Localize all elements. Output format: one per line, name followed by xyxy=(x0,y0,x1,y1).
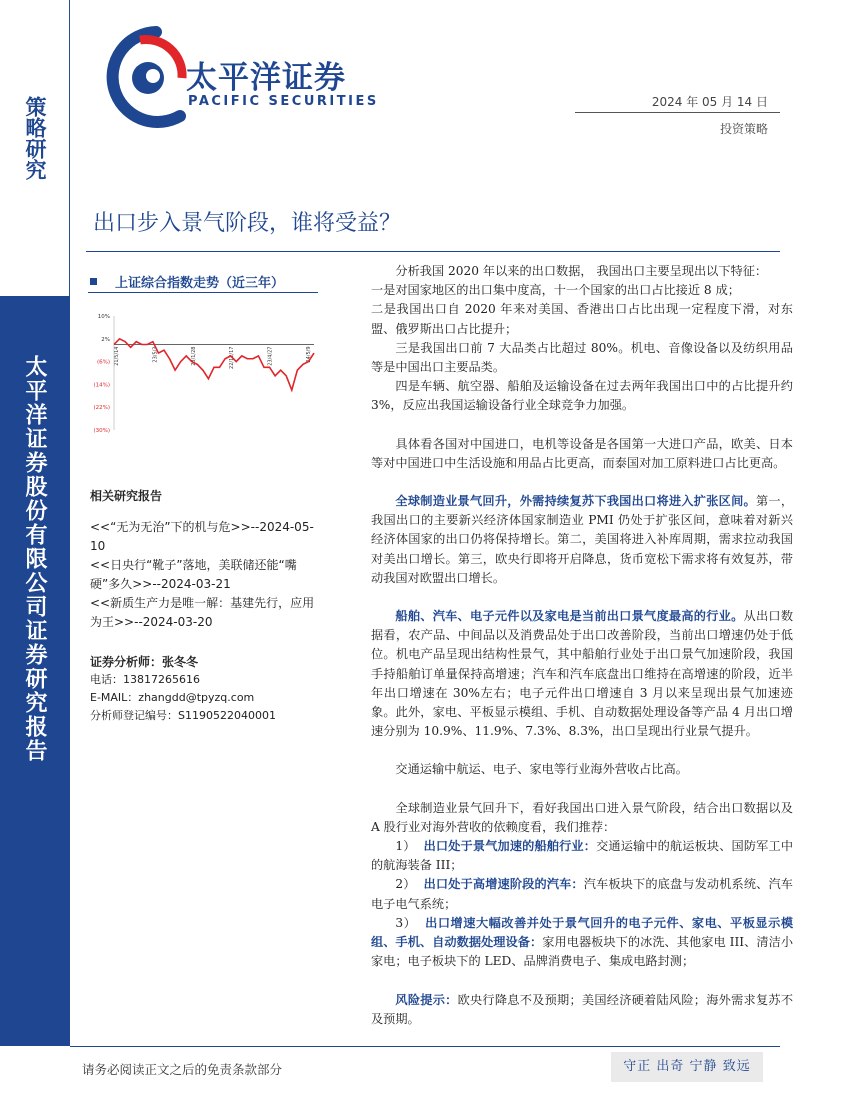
x-tick-label: 23/4/27 xyxy=(267,346,274,366)
left-sidebar xyxy=(0,0,70,1100)
body-text: 第一，我国出口的主要新兴经济体国家制造业 PMI 仍处于扩张区间，意味着对新兴经济体国家的出口仍将保持增长。第二，美国将进入补库周期，需求拉动我国对美出口增长。第三，欧央行即将开启降息，货币宽松下需求将有效复苏，带动我国对欧盟出口增长。 xyxy=(371,494,794,585)
x-tick-label: 22/12/17 xyxy=(229,346,236,369)
logo-name-cn: 太平洋证券 xyxy=(186,60,346,96)
body-paragraph: 分析我国 2020 年以来的出口数据， 我国出口主要呈现出以下特征： xyxy=(395,264,768,278)
title-divider xyxy=(86,251,780,252)
body-text: 家用电器板块下的冰洗、其他家电 III、清洁小家电；电子板块下的 LED、品牌消费电子、集成电路封测； xyxy=(371,935,794,969)
body-paragraph: 全球制造业景气回升下，看好我国出口进入景气阶段，结合出口数据以及 A 股行业对海外营收的依赖度看，我们推荐： xyxy=(371,800,793,834)
x-tick-label: 21/5/14 xyxy=(114,346,120,366)
y-tick-label: 10% xyxy=(97,314,110,320)
square-bullet-icon xyxy=(90,278,97,285)
risk-warning xyxy=(371,991,793,1029)
chart-heading xyxy=(90,272,284,291)
recommendation-item xyxy=(371,837,793,875)
recommendation-item xyxy=(371,875,793,913)
x-tick-label: 24/5/9 xyxy=(306,346,312,363)
report-date: 2024 年 05 月 14 日 xyxy=(651,95,768,109)
body-paragraph: 三是我国出口前 7 大品类占比超过 80%。机电、音像设备以及纺织用品等是中国出口主要品类。 xyxy=(371,340,793,375)
y-tick-label: (30%) xyxy=(93,428,110,434)
related-report-link[interactable]: <<新质生产力是唯一解：基建先行，应用为王>>--2024-03-20 xyxy=(90,596,315,629)
body-text: 交通运输中的航运板块、国防军工中的航海装备 III； xyxy=(371,839,794,873)
body-paragraph xyxy=(371,607,793,741)
recommendation-number: 2） xyxy=(395,877,416,892)
y-tick-label: (22%) xyxy=(93,405,110,412)
analyst-registration: 分析师登记编号：S1190522040001 xyxy=(90,709,276,722)
analyst-heading: 证券分析师：张冬冬 xyxy=(90,655,199,669)
body-highlight: 全球制造业景气回升，外需持续复苏下我国出口将进入扩张区间。 xyxy=(395,494,756,509)
body-paragraph: 二是我国出口自 2020 年来对美国、香港出口占比出现一定程度下滑，对东盟、俄罗斯出口占比提升； xyxy=(371,302,793,336)
body-highlight: 出口处于高增速阶段的汽车： xyxy=(423,877,584,892)
body-text: 欧央行降息不及预期；美国经济硬着陆风险；海外需求复苏不及预期。 xyxy=(371,992,794,1026)
header-divider xyxy=(575,112,780,113)
recommendation-item xyxy=(371,914,793,972)
logo-name-en: PACIFIC SECURITIES xyxy=(188,94,379,109)
body-highlight: 出口增速大幅改善并处于景气回升的电子元件、家电、平板显示模组、手机、自动数据处理设备： xyxy=(371,915,794,950)
chart-divider xyxy=(88,292,318,293)
body-text: 从出口数据看，农产品、中间品以及消费品处于出口改善阶段，当前出口增速仍处于低位。机电产品呈现出结构性景气，其中船舶行业处于出口景气加速阶段，我国手持船舶订单量保持高增速；汽车和汽车底盘出口维持在高增速的阶段，近半年出口增速在 30%左右；电子元件出口增速自 3 月以来呈现出景气加速迹象。此外，家电、平板显示模组、手机、自动数据处理设备等产品 4 月出口增速分别为 10.9%、11.9%、7.3%、8.3%，出口呈现出行业景气提升。 xyxy=(371,609,794,739)
footer-disclaimer: 请务必阅读正文之后的免责条款部分 xyxy=(82,1062,283,1077)
body-paragraph xyxy=(371,492,793,588)
recommendation-number: 1） xyxy=(395,839,416,854)
related-report-link[interactable]: <<日央行“靴子”落地，美联储还能“嘴硬”多久>>--2024-03-21 xyxy=(90,558,297,591)
recommendation-number: 3） xyxy=(395,915,417,930)
related-research-heading: 相关研究报告 xyxy=(90,489,163,503)
related-report-link[interactable]: <<“无为无治”下的机与危>>--2024-05-10 xyxy=(90,520,314,553)
y-tick-label: 2% xyxy=(101,336,110,343)
body-text: 汽车板块下的底盘与发动机系统、汽车电子电气系统； xyxy=(371,877,793,911)
company-label: 太平洋证券股份有限公司证券研究报告 xyxy=(22,355,48,763)
body-highlight: 风险提示： xyxy=(395,992,458,1007)
report-type: 投资策略 xyxy=(719,122,768,136)
body-paragraph: 一是对国家地区的出口集中度高，十一个国家的出口占比接近 8 成； xyxy=(371,283,740,298)
footer-motto: 守正 出奇 宁静 致远 xyxy=(611,1052,763,1082)
body-paragraph: 交通运输中航运、电子、家电等行业海外营收占比高。 xyxy=(395,762,688,777)
y-tick-label: (6%) xyxy=(96,359,110,366)
body-highlight: 出口处于景气加速的船舶行业： xyxy=(423,839,597,854)
x-tick-label: 23/5/3 xyxy=(152,346,159,363)
footer-divider xyxy=(70,1046,780,1047)
body-highlight: 船舶、汽车、电子元件以及家电是当前出口景气度最高的行业。 xyxy=(395,609,744,624)
series-line xyxy=(114,339,314,390)
body-paragraph: 四是车辆、航空器、船舶及运输设备在过去两年我国出口中的占比提升约 3%，反应出我国运输设备行业全球竞争力加强。 xyxy=(371,379,793,413)
report-body xyxy=(371,262,793,1029)
category-label: 策略研究 xyxy=(23,96,48,180)
chart-heading-text: 上证综合指数走势（近三年） xyxy=(115,276,285,291)
analyst-phone: 电话：13817265616 xyxy=(90,673,200,686)
related-research-list xyxy=(90,518,322,632)
x-tick-label: 23/1/28 xyxy=(190,346,197,366)
index-chart xyxy=(86,308,318,438)
report-title: 出口步入景气阶段，谁将受益？ xyxy=(93,211,402,236)
analyst-email[interactable]: E-MAIL：zhangdd@tpyzq.com xyxy=(90,691,255,704)
y-tick-label: (14%) xyxy=(93,382,110,389)
body-paragraph: 具体看各国对中国进口，电机等设备是各国第一大进口产品，欧美、日本等对中国进口中生活设施和用品占比更高，而泰国对加工原料进口占比更高。 xyxy=(371,436,793,470)
